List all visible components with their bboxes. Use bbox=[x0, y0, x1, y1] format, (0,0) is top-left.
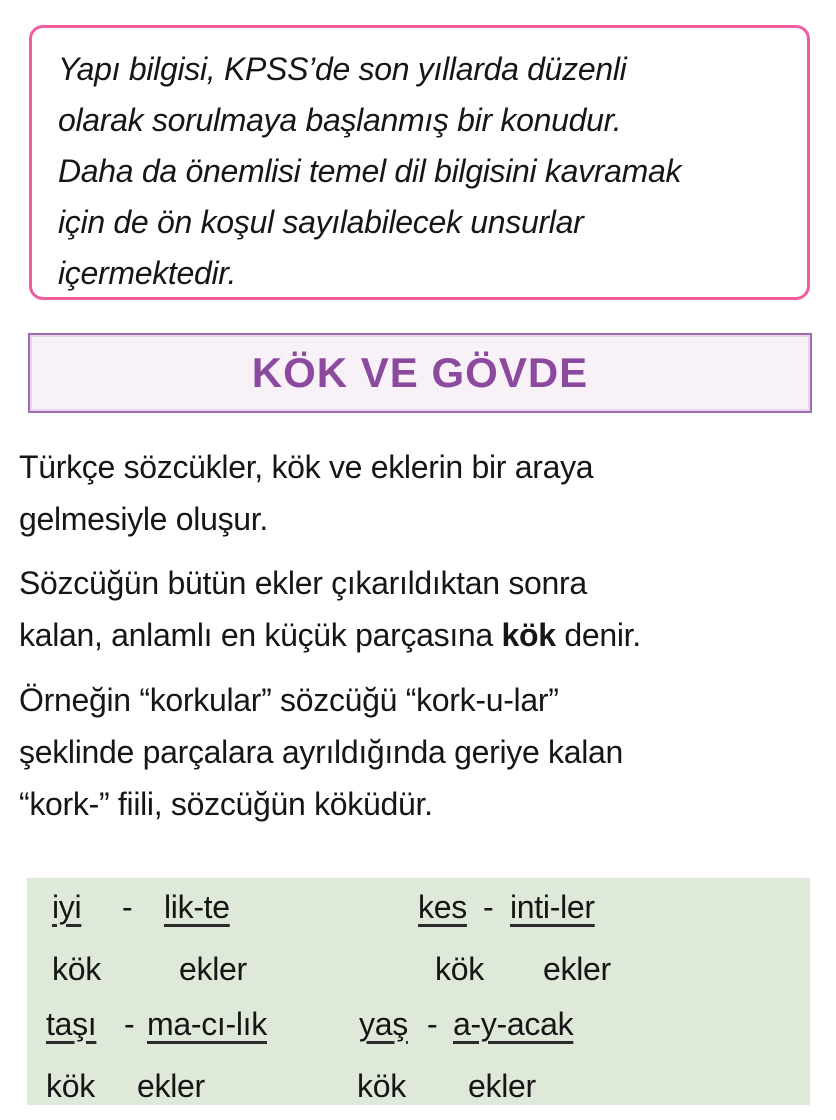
example-dash: - bbox=[483, 889, 494, 925]
paragraph-text: kalan, anlamlı en küçük parçasına bbox=[19, 617, 502, 653]
paragraph-line: Türkçe sözcükler, kök ve eklerin bir araya bbox=[19, 449, 594, 485]
example-dash: - bbox=[122, 889, 133, 925]
label-ekler: ekler bbox=[543, 951, 611, 987]
intro-line: Yapı bilgisi, KPSS’de son yıllarda düzenli bbox=[58, 51, 627, 87]
label-ekler: ekler bbox=[468, 1068, 536, 1104]
section-header-box bbox=[28, 333, 812, 413]
example-suffixes: inti-ler bbox=[510, 889, 595, 925]
label-ekler: ekler bbox=[179, 951, 247, 987]
example-row-labels-1 bbox=[27, 949, 810, 993]
example-box bbox=[27, 878, 810, 1105]
label-kok: kök bbox=[435, 951, 484, 987]
paragraph-line: Sözcüğün bütün ekler çıkarıldıktan sonra bbox=[19, 565, 587, 601]
section-title: KÖK VE GÖVDE bbox=[251, 349, 589, 396]
paragraph-text: denir. bbox=[555, 617, 641, 653]
paragraph-example-korkular bbox=[19, 674, 819, 830]
example-root: yaş bbox=[359, 1006, 408, 1042]
intro-line: için de ön koşul sayılabilecek unsurlar bbox=[58, 204, 584, 240]
example-row-labels-2 bbox=[27, 1066, 810, 1110]
label-ekler: ekler bbox=[137, 1068, 205, 1104]
example-row-words-2 bbox=[27, 1004, 810, 1048]
paragraph-line: Örneğin “korkular” sözcüğü “kork-u-lar” bbox=[19, 682, 559, 718]
intro-note-box bbox=[29, 25, 810, 300]
label-kok: kök bbox=[46, 1068, 95, 1104]
example-dash: - bbox=[427, 1006, 438, 1042]
example-root: taşı bbox=[46, 1006, 97, 1042]
paragraph-definition-root bbox=[19, 557, 819, 661]
paragraph-definition-words bbox=[19, 441, 819, 545]
example-root: kes bbox=[418, 889, 467, 925]
label-kok: kök bbox=[357, 1068, 406, 1104]
paragraph-line: şeklinde parçalara ayrıldığında geriye kalan bbox=[19, 734, 624, 770]
example-suffixes: lik-te bbox=[164, 889, 230, 925]
example-row-words-1 bbox=[27, 887, 810, 931]
paragraph-line: gelmesiyle oluşur. bbox=[19, 501, 268, 537]
intro-line: Daha da önemlisi temel dil bilgisini kavramak bbox=[58, 153, 682, 189]
intro-line: içermektedir. bbox=[58, 255, 237, 291]
example-suffixes: ma-cı-lık bbox=[147, 1006, 267, 1042]
label-kok: kök bbox=[52, 951, 101, 987]
intro-line: olarak sorulmaya başlanmış bir konudur. bbox=[58, 102, 622, 138]
example-dash: - bbox=[124, 1006, 135, 1042]
paragraph-line: “kork-” fiili, sözcüğün köküdür. bbox=[19, 786, 433, 822]
example-suffixes: a-y-acak bbox=[453, 1006, 574, 1042]
paragraph-line bbox=[19, 609, 819, 661]
example-root: iyi bbox=[52, 889, 82, 925]
bold-term-kok: kök bbox=[501, 617, 556, 653]
